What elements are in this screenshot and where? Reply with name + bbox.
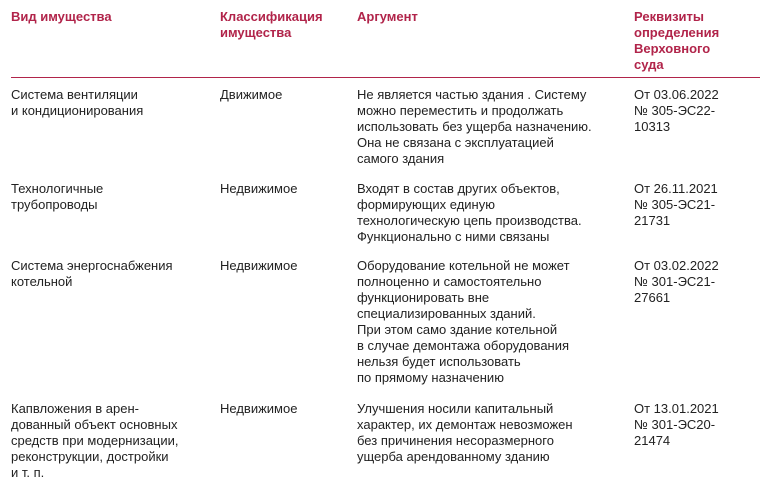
row-court-ruling: От 26.11.2021 № 305-ЭС21- 21731 (634, 181, 718, 228)
row-classification: Движимое (220, 87, 283, 102)
row-court-ruling: От 03.06.2022 № 305-ЭС22- 10313 (634, 87, 719, 134)
row-argument: Входят в состав других объектов, формирующих единую технологическую цепь производства. Функционально с ними связаны (357, 181, 582, 244)
header-property-type: Вид имущества (11, 9, 112, 24)
row-property-type: Система вентиляции и кондиционирования (11, 87, 144, 118)
row-court-ruling: От 13.01.2021 № 301-ЭС20- 21474 (634, 401, 719, 448)
row-argument: Оборудование котельной не может полноценно и самостоятельно функционировать вне специализированных зданий. При этом само здание котельной в случае демонтажа оборудования нельзя будет использовать по прямому назначению (357, 258, 570, 385)
row-argument: Улучшения носили капитальный характер, их демонтаж невозможен без причинения несоразмерного ущерба арендованному зданию (357, 401, 573, 464)
row-property-type: Технологичные трубопроводы (11, 181, 104, 212)
table-header (0, 0, 770, 76)
header-court-ruling: Реквизиты определения Верховного суда (634, 9, 720, 72)
row-argument: Не является частью здания . Систему можно переместить и продолжать использовать без ущерба назначению. Она не связана с эксплуатацией самого здания (357, 87, 592, 166)
row-property-type: Капвложения в арен- дованный объект основных средств при модернизации, реконструкции, достройки и т. п. (11, 401, 179, 480)
row-property-type: Система энергоснабжения котельной (11, 258, 173, 289)
header-argument: Аргумент (357, 9, 418, 24)
header-divider (11, 77, 760, 78)
row-classification: Недвижимое (220, 181, 298, 196)
row-classification: Недвижимое (220, 258, 298, 273)
header-classification: Классификация имущества (220, 9, 323, 40)
row-classification: Недвижимое (220, 401, 298, 416)
row-court-ruling: От 03.02.2022 № 301-ЭС21- 27661 (634, 258, 719, 305)
